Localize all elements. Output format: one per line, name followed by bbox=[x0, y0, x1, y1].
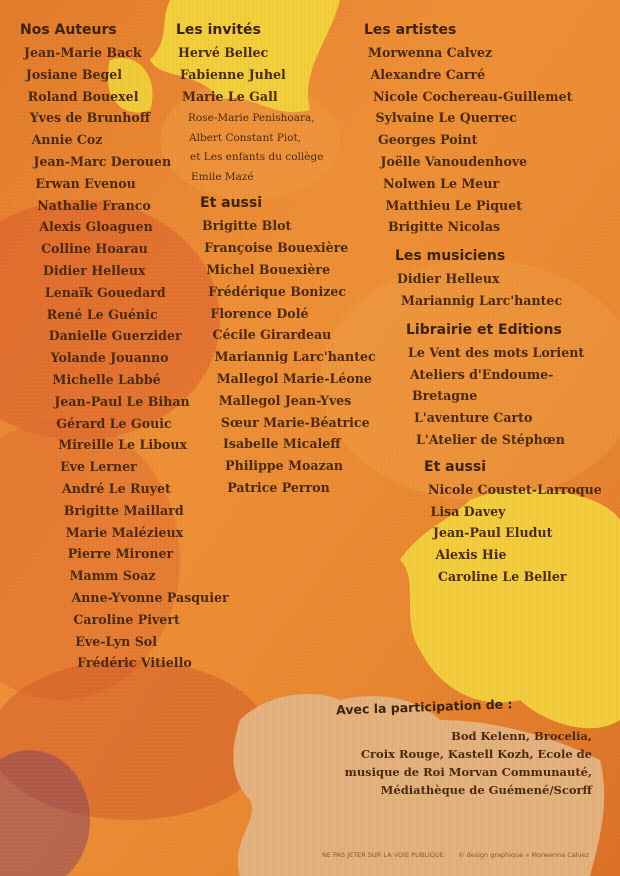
list-item: Françoise Bouexière bbox=[204, 240, 349, 256]
list-item: Lisa Davey bbox=[430, 503, 506, 519]
list-item: Anne-Yvonne Pasquier bbox=[71, 589, 229, 605]
list-item: Philippe Moazan bbox=[225, 458, 344, 474]
invites-list bbox=[176, 42, 376, 107]
list-item: Roland Bouexel bbox=[27, 88, 139, 104]
list-item: Mallegol Marie-Léone bbox=[216, 370, 372, 386]
list-item: Jean-Paul Le Bihan bbox=[54, 393, 190, 409]
list-item: Mariannig Larc'hantec bbox=[401, 292, 563, 308]
list-item: Pierre Mironer bbox=[67, 546, 174, 562]
list-item: Eve Lerner bbox=[60, 459, 137, 475]
list-item: Frédéric Vitiello bbox=[77, 655, 192, 671]
list-item: Florence Dolé bbox=[210, 305, 309, 321]
et-aussi-1-list bbox=[176, 215, 376, 498]
column-invites bbox=[176, 22, 376, 499]
participation-lines bbox=[230, 727, 592, 799]
list-item: Mariannig Larc'hantec bbox=[214, 349, 376, 365]
list-item: Brigitte Nicolas bbox=[388, 219, 501, 235]
list-item: L'Atelier de Stéphœn bbox=[416, 431, 565, 447]
list-item: Annie Coz bbox=[31, 132, 103, 148]
list-item: Isabelle Micaleff bbox=[223, 436, 341, 452]
list-item: Bod Kelenn, Brocelia, bbox=[451, 729, 592, 743]
list-item: Nathalie Franco bbox=[37, 197, 151, 213]
list-item: Josiane Begel bbox=[25, 66, 123, 82]
list-item: Erwan Evenou bbox=[35, 175, 136, 191]
list-item: Emile Mazé bbox=[191, 170, 254, 183]
list-item: musique de Roi Morvan Communauté, bbox=[344, 765, 592, 779]
list-item: Ateliers d'Endoume- bbox=[410, 366, 554, 382]
list-item: Caroline Pivert bbox=[73, 611, 180, 627]
footer-credit: © design graphique » Morwenna Calvez bbox=[458, 851, 589, 859]
librairie-list bbox=[364, 342, 602, 451]
list-item: Didier Helleux bbox=[43, 262, 146, 278]
list-item: Médiathèque de Guémené/Scorff bbox=[380, 783, 592, 797]
heading-et-aussi-2: Et aussi bbox=[424, 458, 487, 475]
list-item: Bretagne bbox=[412, 388, 478, 404]
heading-artistes: Les artistes bbox=[364, 22, 457, 38]
list-item: Marie Le Gall bbox=[182, 88, 278, 104]
list-item: René Le Guénic bbox=[46, 306, 158, 322]
list-item: Caroline Le Beller bbox=[438, 568, 567, 584]
list-item: Alexis Hie bbox=[435, 547, 507, 563]
list-item: Sœur Marie-Béatrice bbox=[220, 414, 370, 430]
footer-notice: NE PAS JETER SUR LA VOIE PUBLIQUE bbox=[322, 851, 444, 859]
list-item: Jean-Marc Derouen bbox=[33, 153, 172, 169]
list-item: Eve-Lyn Sol bbox=[75, 633, 157, 649]
list-item: Danielle Guerzider bbox=[48, 328, 182, 344]
list-item: Brigitte Maillard bbox=[63, 502, 184, 518]
list-item: Joëlle Vanoudenhove bbox=[380, 153, 528, 169]
list-item: Nicole Coustet-Larroque bbox=[428, 481, 602, 497]
list-item: Morwenna Calvez bbox=[368, 45, 493, 60]
list-item: et Les enfants du collège bbox=[190, 151, 324, 164]
list-item: Nicole Cochereau-Guillemet bbox=[373, 88, 573, 104]
list-item: Mireille Le Liboux bbox=[58, 437, 188, 453]
list-item: Mallegol Jean-Yves bbox=[218, 392, 352, 408]
list-item: Alexandre Carré bbox=[370, 66, 486, 82]
list-item: Sylvaine Le Querrec bbox=[375, 110, 517, 126]
list-item: Matthieu Le Piquet bbox=[385, 197, 523, 213]
list-item: Croix Rouge, Kastell Kozh, Ecole de bbox=[360, 747, 592, 761]
musiciens-list bbox=[364, 268, 602, 312]
list-item: Marie Malézieux bbox=[65, 524, 184, 540]
list-item: Rose-Marie Penishoara, bbox=[188, 112, 315, 125]
list-item: Hervé Bellec bbox=[178, 45, 269, 60]
list-item: André Le Ruyet bbox=[62, 480, 171, 496]
participation-block bbox=[230, 698, 592, 799]
list-item: Cécile Girardeau bbox=[212, 327, 332, 343]
list-item: Yolande Jouanno bbox=[50, 350, 169, 366]
heading-et-aussi-1: Et aussi bbox=[200, 195, 263, 212]
list-item: Frédérique Bonizec bbox=[208, 283, 347, 299]
et-aussi-2-list bbox=[364, 479, 602, 588]
list-item: Jean-Paul Eludut bbox=[433, 525, 553, 541]
heading-librairie: Librairie et Editions bbox=[406, 321, 562, 338]
list-item: Brigitte Blot bbox=[202, 218, 292, 234]
list-item: Michel Bouexière bbox=[206, 261, 331, 277]
list-item: Gérard Le Gouic bbox=[56, 415, 172, 431]
heading-musiciens: Les musiciens bbox=[395, 248, 506, 265]
list-item: Yves de Brunhoff bbox=[29, 110, 151, 126]
list-item: Jean-Marie Back bbox=[24, 45, 142, 60]
column-artistes bbox=[364, 22, 602, 588]
list-item: Nolwen Le Meur bbox=[383, 175, 500, 191]
list-item: Mamm Soaz bbox=[69, 568, 156, 584]
invites-small-list bbox=[176, 109, 376, 187]
list-item: Alexis Gloaguen bbox=[39, 219, 153, 235]
list-item: Lenaïk Gouedard bbox=[44, 284, 166, 300]
list-item: Didier Helleux bbox=[397, 271, 500, 287]
list-item: Georges Point bbox=[378, 132, 478, 148]
heading-auteurs: Nos Auteurs bbox=[20, 22, 117, 38]
list-item: Fabienne Juhel bbox=[180, 66, 286, 82]
list-item: Michelle Labbé bbox=[52, 371, 161, 387]
list-item: Colline Hoarau bbox=[41, 241, 148, 257]
list-item: Albert Constant Piot, bbox=[189, 131, 302, 144]
list-item: L'aventure Carto bbox=[414, 410, 533, 426]
list-item: Patrice Perron bbox=[227, 479, 330, 495]
list-item: Le Vent des mots Lorient bbox=[408, 344, 585, 360]
artistes-list bbox=[364, 42, 602, 238]
heading-invites: Les invités bbox=[176, 22, 261, 38]
heading-participation: Avec la participation de : bbox=[335, 696, 513, 718]
